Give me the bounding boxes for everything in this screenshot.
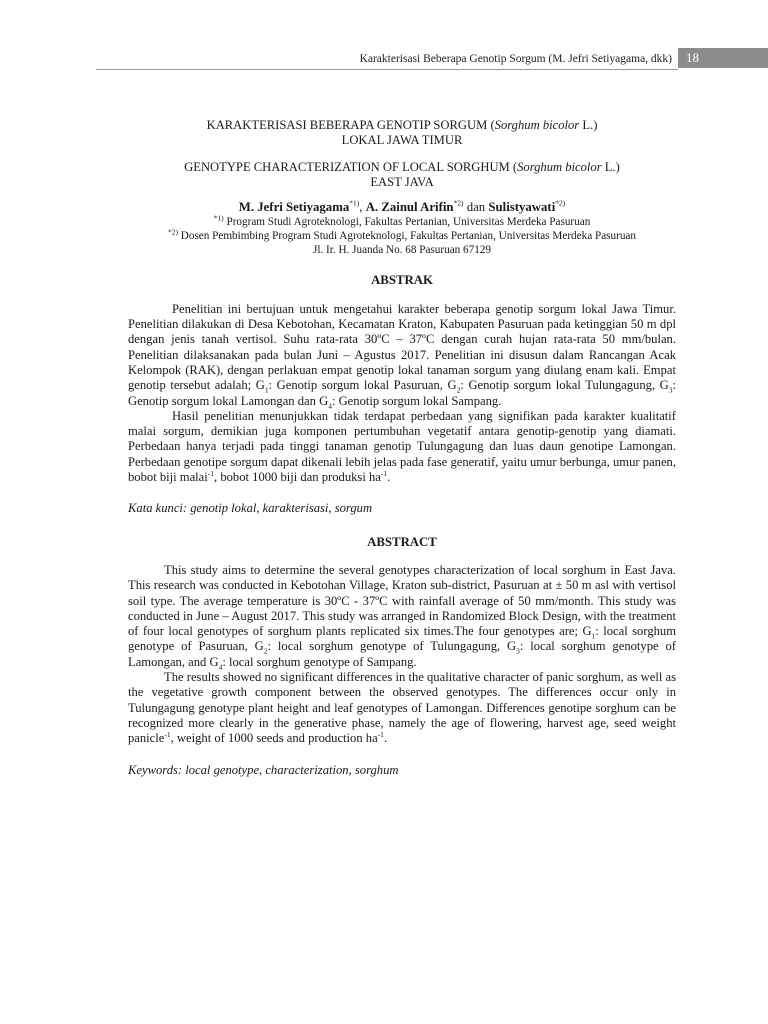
- title-en-line1: GENOTYPE CHARACTERIZATION OF LOCAL SORGHUM (Sorghum bicolor L.): [184, 159, 620, 174]
- article-content: [128, 118, 676, 778]
- title-id-line1: KARAKTERISASI BEBERAPA GENOTIP SORGUM (Sorghum bicolor L.): [206, 118, 598, 132]
- abstract-keywords: Keywords: local genotype, characterization, sorghum: [128, 762, 399, 777]
- address: Jl. Ir. H. Juanda No. 68 Pasuruan 67129: [312, 244, 492, 257]
- title-id-line2: LOKAL JAWA TIMUR: [341, 133, 463, 148]
- page-header: [0, 48, 768, 74]
- title-en-line2: EAST JAVA: [370, 174, 434, 189]
- author-2: A. Zainul Arifin: [365, 200, 454, 215]
- abstrak-heading: ABSTRAK: [371, 273, 433, 288]
- author-list: M. Jefri Setiyagama$^{*1)}$, A. Zainul Arifin$^{*2)}$ dan Sulistyawati$^{*2)}$: [238, 198, 566, 215]
- abstrak-keywords: Kata kunci: genotip lokal, karakterisasi, sorgum: [128, 501, 373, 516]
- abstrak-paragraph-1: Penelitian ini bertujuan untuk mengetahui karakter beberapa genotip sorgum lokal Jawa Timur. Penelitian dilakukan di Desa Kebotohan, Kecamatan Kraton, Kabupaten Pasuruan pada ketinggian 50 m dpl dengan jenis tanah vertisol. Suhu rata-rata 30ºC – 37ºC dengan curah hujan rata-rata 50 mm/bulan. Penelitian dilaksanakan pada bulan Juni – Agustus 2017. Penelitian ini disusun dalam Rancangan Acak Kelompok (RAK), dengan perlakuan empat genotip lokal tanaman sorgum yang diulang enam kali. Empat genotip tersebut adalah; $G_1$: Genotip sorgum lokal Pasuruan, $G_2$: Genotip sorgum lokal Tulungagung, $G_3$: Genotip sorgum lokal Lamongan dan $G_4$: Genotip sorgum lokal Sampang.: [128, 301, 677, 411]
- title-english: [128, 160, 676, 191]
- header-rule: [96, 69, 678, 70]
- affiliation-2: $^{*2)}$ Dosen Pembimbing Program Studi Agroteknologi, Fakultas Pertanian, Universitas Merdeka Pasuruan: [167, 227, 636, 243]
- running-head: Karakterisasi Beberapa Genotip Sorgum (M. Jefri Setiyagama, dkk): [359, 53, 672, 65]
- author-1: M. Jefri Setiyagama: [238, 200, 350, 215]
- page-number: 18: [678, 48, 768, 68]
- abstract-heading: ABSTRACT: [367, 534, 437, 549]
- title-indonesian: [128, 118, 676, 149]
- abstrak-paragraph-2: Hasil penelitian menunjukkan tidak terdapat perbedaan yang signifikan pada karakter kualitatif malai sorgum, demikian juga komponen pertumbuhan vegetatif antara genotip-genotip yang diamati. Perbedaan hanya terjadi pada tinggi tanaman genotip Tulungagung dan luas daun genotipe Lamongan. Perbedaan genotipe sorgum dapat dikenali lebih jelas pada fase generatif, yaitu umur berbunga, umur panen, bobot biji malai$^{-1}$, bobot 1000 biji dan produksi $ha^{-1}$.: [128, 408, 676, 485]
- author-3: Sulistyawati: [488, 200, 556, 215]
- affiliations: [128, 215, 676, 257]
- affiliation-1: $^{*1)}$ Program Studi Agroteknologi, Fakultas Pertanian, Universitas Merdeka Pasuruan: [213, 213, 591, 229]
- abstract-paragraph-2: The results showed no significant differences in the qualitative character of panic sorghum, as well as the vegetative growth component between the observed genotypes. The differences occur only in Tulungagung genotype plant height and leaf genotypes of Lamongan. Differences genotipe sorghum can be recognized more clearly in the generative phase, namely the age of flowering, harvest age, seed weight panicle$^{-1}$, weight of 1000 seeds and production $ha^{-1}$.: [128, 670, 676, 746]
- abstract-paragraph-1: This study aims to determine the several genotypes characterization of local sorghum in East Java. This research was conducted in Kebotohan Village, Kraton sub-district, Pasuruan at ± 50 m asl with vertisol soil type. The average temperature is 30ºC - 37ºC with rainfall average of 50 mm/month. This study was conducted in June – August 2017. This study was arranged in Randomized Block Design, with the treatment of four local genotypes of sorghum plants replicated six times.The four genotypes are; $G_1$: local sorghum genotype of Pasuruan, $G_2$: local sorghum genotype of Tulungagung, $G_3$: local sorghum genotype of Lamongan, and $G_4$: local sorghum genotype of Sampang.: [128, 562, 677, 672]
